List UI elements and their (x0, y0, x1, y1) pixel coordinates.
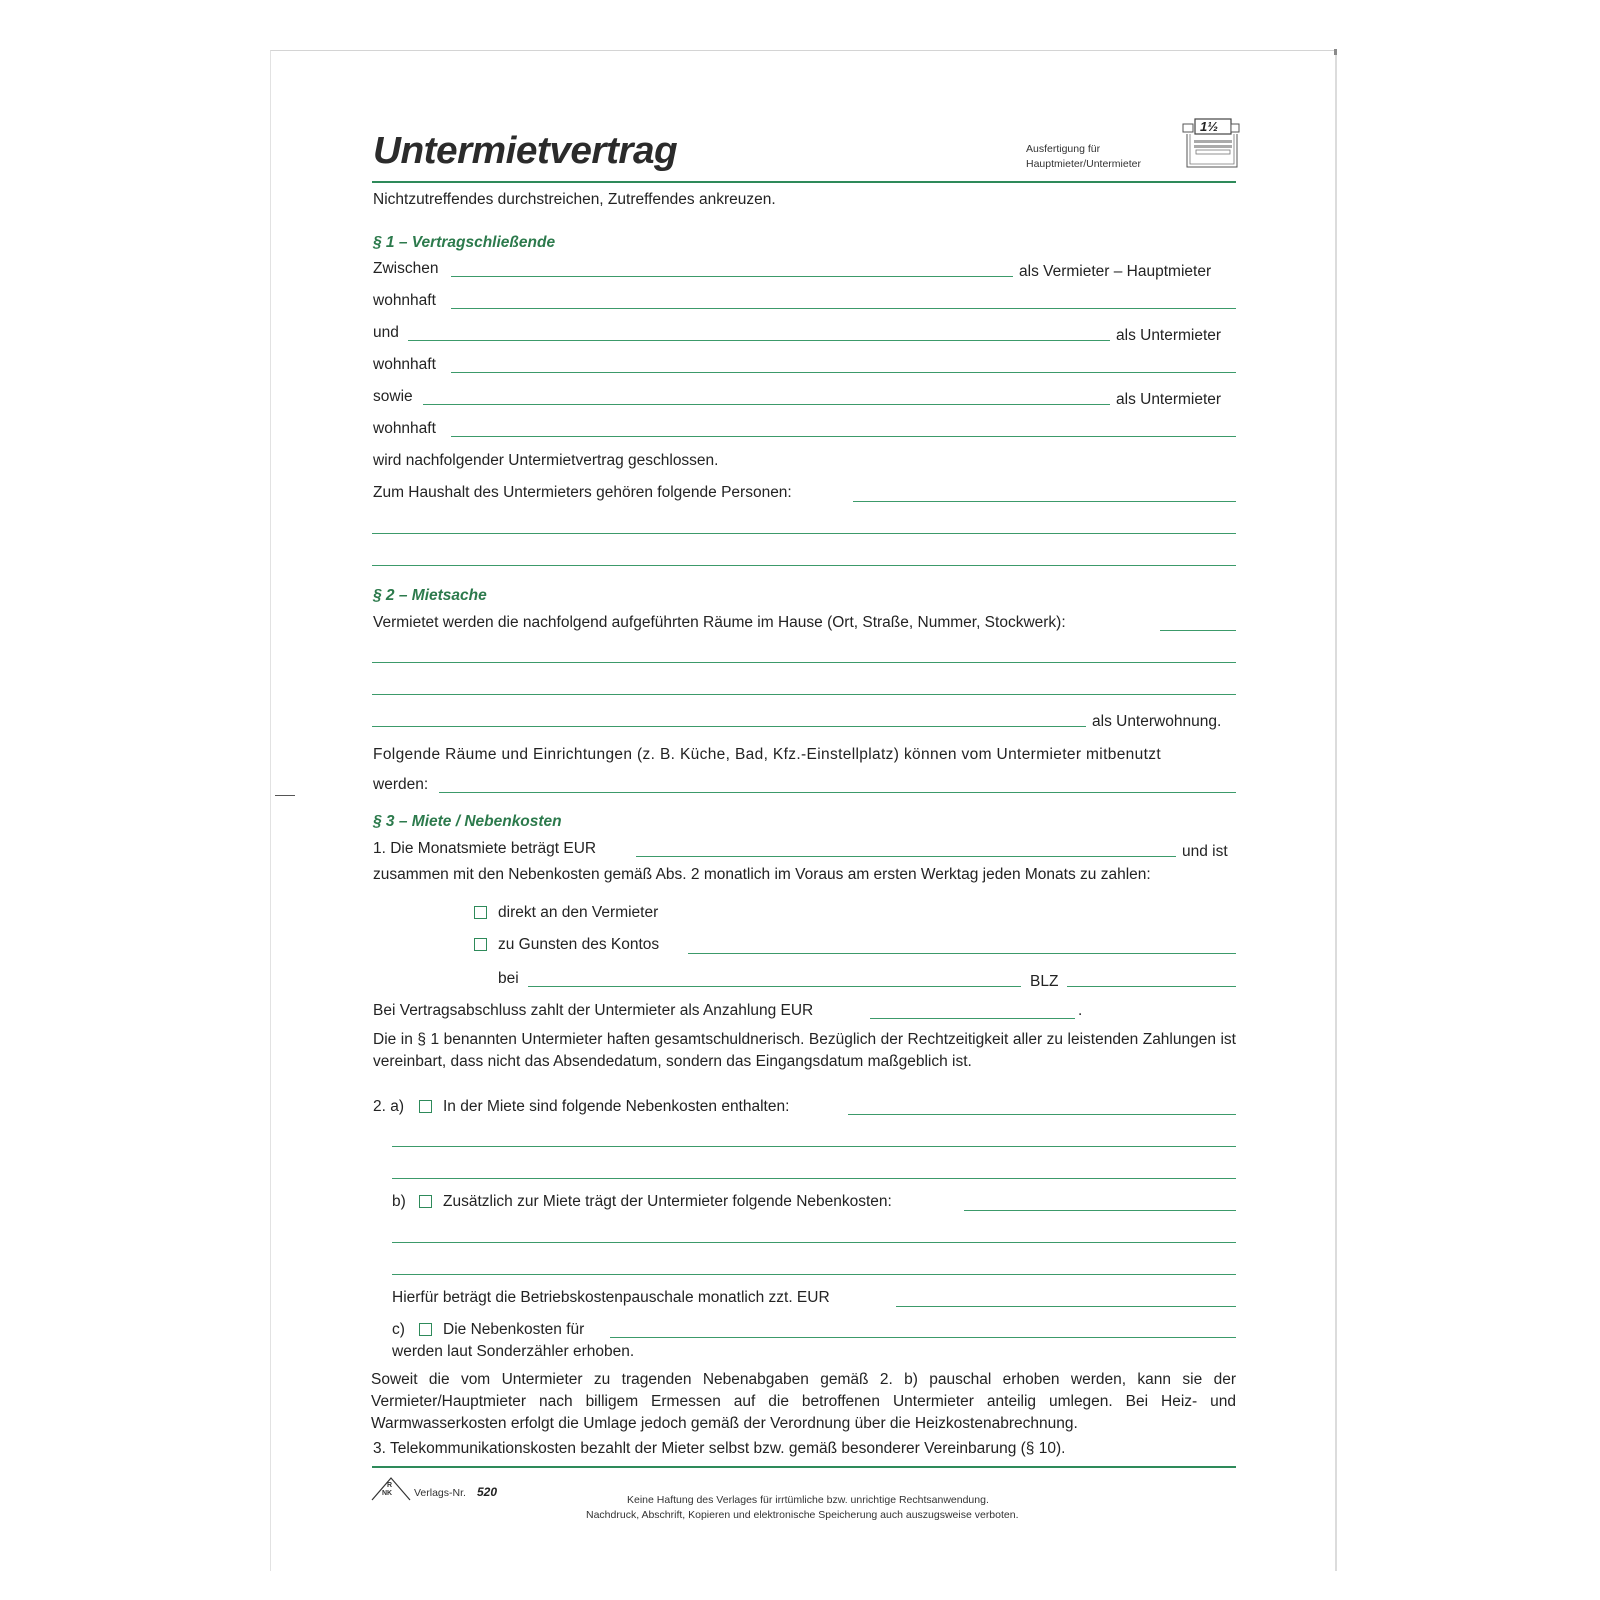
item2b-field-3[interactable] (392, 1274, 1236, 1275)
pay-account-label: zu Gunsten des Kontos (498, 936, 660, 953)
landlord-address-field[interactable] (451, 308, 1236, 309)
account-number-field[interactable] (688, 953, 1236, 954)
landlord-suffix: als Vermieter – Hauptmieter (1019, 263, 1212, 280)
rooms-field-2[interactable] (372, 662, 1236, 663)
pay-account-checkbox[interactable] (474, 938, 487, 951)
publisher-logo (371, 1477, 411, 1501)
item2c-checkbox[interactable] (419, 1323, 432, 1336)
subtenant1-label: und (373, 324, 399, 341)
item2b-field-2[interactable] (392, 1242, 1236, 1243)
typewriter-icon (1182, 118, 1240, 170)
instruction-text: Nichtzutreffendes durchstreichen, Zutreffendes ankreuzen. (373, 191, 776, 208)
bank-label: bei (498, 970, 519, 987)
contract-closing-text: wird nachfolgender Untermietvertrag geschlossen. (373, 452, 719, 469)
item2b-checkbox[interactable] (419, 1195, 432, 1208)
subtenant2-label: sowie (373, 388, 413, 405)
shared-rooms-field[interactable] (439, 792, 1236, 793)
disclaimer-line2: Nachdruck, Abschrift, Kopieren und elektronische Speicherung auch auszugsweise verboten. (586, 1509, 1019, 1521)
rooms-label: Vermietet werden die nachfolgend aufgeführten Räume im Hause (Ort, Straße, Nummer, Stockwerk): (373, 614, 1066, 631)
publisher-number: 520 (477, 1485, 498, 1499)
item2a-checkbox[interactable] (419, 1100, 432, 1113)
household-field-3[interactable] (372, 565, 1236, 566)
monthly-rent-field[interactable] (636, 856, 1176, 857)
item2c-prefix: c) (392, 1321, 405, 1338)
household-field-2[interactable] (372, 533, 1236, 534)
copy-note-line1: Ausfertigung für (1026, 143, 1101, 155)
shared-rooms-text: Folgende Räume und Einrichtungen (z. B. Küche, Bad, Kfz.-Einstellplatz) können vom Untermieter mitbenutzt (373, 746, 1162, 763)
pay-direct-checkbox[interactable] (474, 906, 487, 919)
rooms-field-3[interactable] (372, 694, 1236, 695)
subtenant1-address-label: wohnhaft (373, 356, 436, 373)
item2a-field-2[interactable] (392, 1146, 1236, 1147)
subtenant1-suffix: als Untermieter (1116, 327, 1222, 344)
landlord-label: Zwischen (373, 260, 439, 277)
household-field-1[interactable] (853, 501, 1236, 502)
item2c-note: werden laut Sonderzähler erhoben. (392, 1343, 635, 1360)
deposit-suffix: . (1078, 1002, 1083, 1019)
pay-direct-label: direkt an den Vermieter (498, 904, 659, 921)
rent-label: 1. Die Monatsmiete beträgt EUR (373, 840, 597, 857)
subtenant1-address-field[interactable] (451, 372, 1236, 373)
landlord-name-field[interactable] (451, 276, 1013, 277)
rooms-field-1[interactable] (1160, 630, 1236, 631)
subtenant2-suffix: als Untermieter (1116, 391, 1222, 408)
item2a-field-3[interactable] (392, 1178, 1236, 1179)
section1-heading: § 1 – Vertragschließende (373, 234, 556, 251)
subtenant2-address-field[interactable] (451, 436, 1236, 437)
copy-note-line2: Hauptmieter/Untermieter (1026, 158, 1141, 170)
subtenant2-address-label: wohnhaft (373, 420, 436, 437)
item2b-prefix: b) (392, 1193, 406, 1210)
typewriter-badge: 1½ (1200, 119, 1219, 134)
item2a-field-1[interactable] (848, 1114, 1236, 1115)
item2c-label: Die Nebenkosten für (443, 1321, 585, 1338)
disclaimer-line1: Keine Haftung des Verlages für irrtümliche bzw. unrichtige Rechtsanwendung. (627, 1494, 989, 1506)
item2a-label: In der Miete sind folgende Nebenkosten enthalten: (443, 1098, 790, 1115)
rent-suffix: und ist (1182, 843, 1228, 860)
household-label: Zum Haushalt des Untermieters gehören folgende Personen: (373, 484, 792, 501)
bank-name-field[interactable] (528, 986, 1021, 987)
item2c-field[interactable] (610, 1337, 1236, 1338)
publisher-label: Verlags-Nr. (414, 1487, 466, 1499)
subtenant2-name-field[interactable] (423, 404, 1110, 405)
liability-text: Die in § 1 benannten Untermieter haften gesamtschuldnerisch. Bezüglich der Rechtzeitigkeit aller zu leistenden Zahlungen ist vereinbart, dass nicht das Absendedatum, sondern das Eingangsdatum maßgeblich ist. (373, 1031, 1236, 1070)
shared-rooms-label: werden: (373, 776, 429, 793)
item2a-prefix: 2. a) (373, 1098, 405, 1115)
document-title: Untermietvertrag (373, 130, 678, 172)
header-rule (372, 181, 1236, 183)
deposit-amount-field[interactable] (870, 1018, 1075, 1019)
unit-suffix: als Unterwohnung. (1092, 713, 1222, 730)
item2b-label: Zusätzlich zur Miete trägt der Untermieter folgende Nebenkosten: (443, 1193, 892, 1210)
footer-rule (372, 1466, 1236, 1468)
subtenant1-name-field[interactable] (408, 340, 1110, 341)
item3-text: 3. Telekommunikationskosten bezahlt der Mieter selbst bzw. gemäß besonderer Vereinbarung (§ 10). (373, 1440, 1066, 1457)
section3-heading: § 3 – Miete / Nebenkosten (373, 813, 562, 830)
section2-heading: § 2 – Mietsache (373, 587, 487, 604)
page-corner-mark (1334, 49, 1337, 55)
rent-terms-text: zusammen mit den Nebenkosten gemäß Abs. 2 monatlich im Voraus am ersten Werktag jeden Monats zu zahlen: (373, 866, 1151, 883)
item2b-field-1[interactable] (964, 1210, 1236, 1211)
logo-letter-top: R (387, 1482, 393, 1489)
flat-rate-field[interactable] (896, 1306, 1236, 1307)
landlord-address-label: wohnhaft (373, 292, 436, 309)
logo-letters-bottom: NK (382, 1490, 393, 1497)
allocation-text: Soweit die vom Untermieter zu tragenden Nebenabgaben gemäß 2. b) pauschal erhoben werden, kann sie der Vermieter/Hauptmieter nach billigem Ermessen auf die betroffenen Untermieter anteilig umlegen. Bei Heiz- und Warmwasserkosten erfolgt die Umlage jedoch gemäß der Verordnung über die Heizkostenabrechnung. (371, 1371, 1236, 1432)
deposit-label: Bei Vertragsabschluss zahlt der Untermieter als Anzahlung EUR (373, 1002, 814, 1019)
flat-rate-label: Hierfür beträgt die Betriebskostenpauschale monatlich zzt. EUR (392, 1289, 830, 1306)
rooms-field-4[interactable] (372, 726, 1086, 727)
blz-field[interactable] (1067, 986, 1236, 987)
fold-mark (275, 795, 295, 796)
blz-label: BLZ (1030, 973, 1059, 990)
